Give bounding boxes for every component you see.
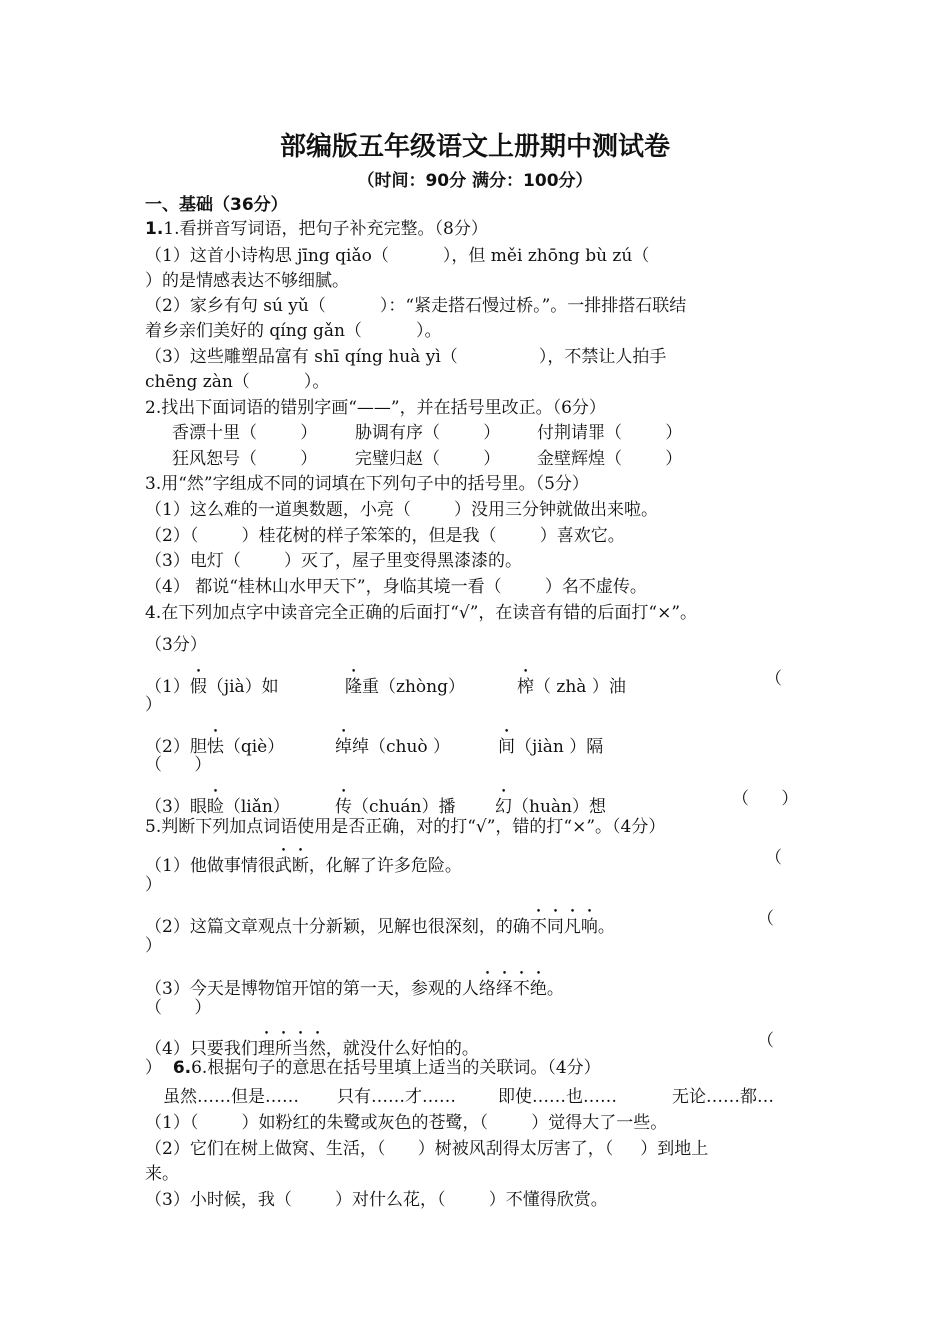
q4-item: 绰绰（chuò ）	[335, 737, 451, 757]
q2-item: 完璧归赵（ ）	[355, 449, 501, 469]
q4-item: 间（jiàn ）隔	[498, 737, 604, 757]
q1-text: 1.看拼音写词语，把句子补充完整。（8分）	[163, 219, 488, 239]
question-3-heading: 3.用“然”字组成不同的词填在下列句子中的括号里。（5分）	[145, 474, 589, 494]
question-4-heading: 4.在下列加点字中读音完全正确的后面打“√”，在读音有错的后面打“×”。	[145, 603, 698, 623]
q6-line: （1）（ ）如粉红的朱鹭或灰色的苍鹭，（ ）觉得大了一些。	[145, 1113, 668, 1133]
q1-line: chēng zàn（ ）。	[145, 372, 330, 392]
conjunction-option: 即使……也……	[498, 1087, 617, 1107]
q4-item: （1）假（jià）如	[145, 677, 279, 697]
q1-line: 着乡亲们美好的 qíng gǎn（ ）。	[145, 321, 442, 341]
q1-line: ）的是情感表达不够细腻。	[145, 271, 349, 291]
answer-paren: （ ）	[145, 755, 212, 775]
question-2-heading: 2.找出下面词语的错别字画“——”，并在括号里改正。（6分）	[145, 398, 606, 418]
exam-time-score: （时间：90分 满分：100分）	[357, 171, 593, 191]
q5-item: （4）只要我们理所当然，就没什么好怕的。	[145, 1039, 479, 1059]
question-5-heading: 5.判断下列加点词语使用是否正确，对的打“√”，错的打“×”。（4分）	[145, 817, 666, 837]
q2-item: 香漂十里（ ）	[172, 423, 318, 443]
answer-open-paren: （	[757, 909, 774, 929]
q4-item: 榨（ zhà ）油	[517, 677, 626, 697]
q3-line: （4） 都说“桂林山水甲天下”，身临其境一看（ ）名不虚传。	[145, 577, 647, 597]
answer-close-paren: ）	[145, 936, 162, 956]
q3-line: （2）（ ）桂花树的样子笨笨的，但是我（ ）喜欢它。	[145, 526, 625, 546]
conjunction-option: 虽然……但是……	[163, 1087, 299, 1107]
q3-line: （3）电灯（ ）灭了，屋子里变得黑漆漆的。	[145, 551, 523, 571]
q5-item: （3）今天是博物馆开馆的第一天，参观的人络绎不绝。	[145, 979, 564, 999]
q4-item: 传（chuán）播	[335, 797, 456, 817]
q1-line: （2）家乡有句 sú yǔ（ ）：“紧走搭石慢过桥。”。一排排搭石联结	[145, 296, 687, 316]
q2-item: 狂风恕号（ ）	[172, 449, 318, 469]
answer-open-paren: （	[765, 848, 782, 868]
question-1-heading: 1.1.看拼音写词语，把句子补充完整。（8分）	[145, 219, 488, 239]
page-title: 部编版五年级语文上册期中测试卷	[279, 132, 670, 162]
q1-line: （1）这首小诗构思 jīng qiǎo（ ），但 měi zhōng bù zú（	[145, 246, 650, 266]
answer-paren: （ ）	[145, 998, 212, 1018]
q5-item: （1）他做事情很武断，化解了许多危险。	[145, 856, 462, 876]
q2-item: 付荆请罪（ ）	[537, 423, 683, 443]
q2-item: 胁调有序（ ）	[355, 423, 501, 443]
section-heading: 一、基础（36分）	[145, 195, 288, 215]
conjunction-option: 无论……都…	[672, 1087, 774, 1107]
q6-line: （2）它们在树上做窝、生活，（ ）树被风刮得太厉害了，（ ）到地上	[145, 1139, 709, 1159]
answer-paren: （ ）	[732, 789, 799, 809]
q6-line: （3）小时候，我（ ）对什么花，（ ）不懂得欣赏。	[145, 1190, 608, 1210]
q4-item: 隆重（zhòng）	[345, 677, 465, 697]
q5-item: （2）这篇文章观点十分新颖，见解也很深刻，的确不同凡响。	[145, 917, 615, 937]
q2-item: 金壁辉煌（ ）	[537, 449, 683, 469]
conjunction-option: 只有……才……	[337, 1087, 456, 1107]
answer-close-paren: ）	[145, 695, 162, 715]
answer-open-paren: （	[757, 1031, 774, 1051]
q4-item: （3）眼睑（liǎn）	[145, 797, 290, 817]
answer-open-paren: （	[765, 669, 782, 689]
q4-item: 幻（huàn）想	[495, 797, 606, 817]
q1-line: （3）这些雕塑品富有 shī qíng huà yì（ ），不禁让人拍手	[145, 347, 667, 367]
q6-line: 来。	[145, 1164, 179, 1184]
question-6-heading: ） 6.6.根据句子的意思在括号里填上适当的关联词。（4分）	[145, 1058, 601, 1078]
q3-line: （1）这么难的一道奥数题，小亮（ ）没用三分钟就做出来啦。	[145, 500, 659, 520]
q4-item: （2）胆怯（qiè）	[145, 737, 285, 757]
q4-score: （3分）	[145, 635, 207, 655]
answer-close-paren: ）	[145, 875, 162, 895]
